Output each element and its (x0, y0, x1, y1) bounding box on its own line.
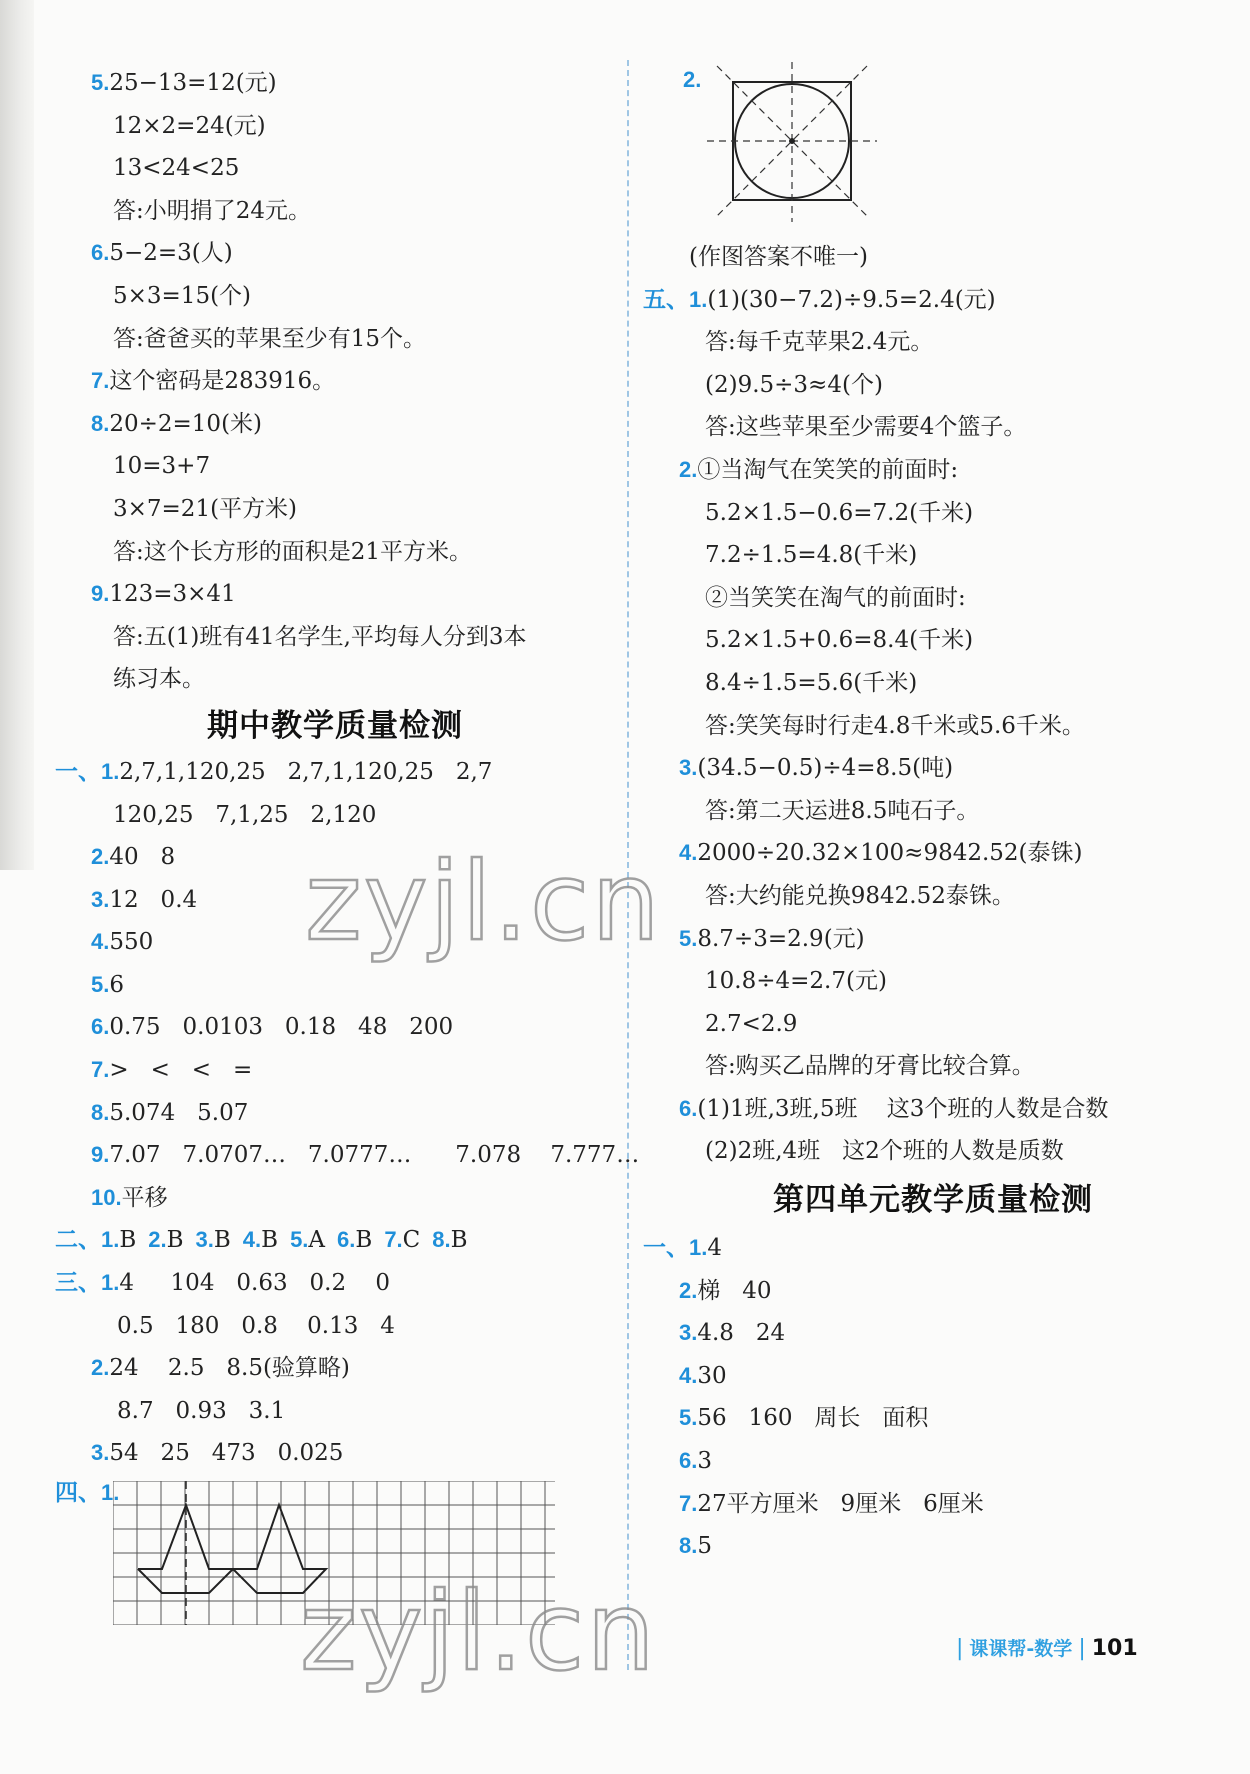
question-number: 9. (91, 1142, 110, 1168)
question-number: 4. (242, 1227, 262, 1253)
answer-line: 13<24<25 (113, 155, 240, 182)
answer-text: 5−2=3(人) (109, 240, 233, 267)
question-number: 8. (91, 410, 110, 436)
choice-answer (101, 1227, 136, 1253)
question-number: 8. (432, 1227, 451, 1253)
symmetry-figure-row (643, 62, 1223, 258)
answer-line (55, 403, 615, 446)
choice-answer (384, 1227, 420, 1253)
question-number: 7. (384, 1227, 403, 1253)
question-number: 2. (91, 1355, 110, 1381)
question-number: 4. (679, 840, 698, 866)
question-number: 6. (91, 1014, 110, 1040)
answer-line: 答:爸爸买的苹果至少有15个。 (113, 325, 427, 352)
footer-divider: | (956, 1636, 964, 1661)
question-number: 3. (91, 1440, 110, 1466)
answer-line (55, 1262, 615, 1305)
answer-line: 答:大约能兑换9842.52泰铢。 (705, 882, 1015, 909)
answer-text: 12 0.4 (109, 886, 198, 913)
answer-line (643, 1270, 1223, 1313)
section-label: 四、1. (55, 1480, 120, 1506)
question-number: 9. (91, 581, 110, 607)
book-series: 课课帮-数学 (969, 1638, 1073, 1660)
answer-line: (2)9.5÷3≈4(个) (705, 371, 883, 398)
answer-line: 3×7=21(平方米) (113, 495, 298, 522)
question-number: 5. (91, 971, 110, 997)
answer-line (643, 1397, 1223, 1440)
question-number: 1. (689, 1235, 708, 1261)
answer-text: 8.7÷3=2.9(元) (697, 925, 865, 952)
answer-line (55, 573, 615, 616)
answer-line: 10=3+7 (113, 453, 211, 480)
question-number: 8. (679, 1533, 698, 1559)
answer-line: ②当笑笑在淘气的前面时: (705, 584, 966, 611)
answer-line (55, 964, 615, 1007)
footer-divider: | (1078, 1636, 1086, 1661)
section-label: 一、 (643, 1235, 689, 1262)
choice-value: C (402, 1227, 421, 1254)
answer-text: 2,7,1,120,25 2,7,1,120,25 2,7 (119, 758, 493, 785)
answer-line: 8.7 0.93 3.1 (117, 1397, 286, 1424)
question-number: 2. (148, 1227, 167, 1253)
answer-text: 0.75 0.0103 0.18 48 200 (109, 1014, 454, 1041)
answer-text: 5.074 5.07 (109, 1099, 249, 1126)
section-title: 期中教学质量检测 (207, 707, 463, 744)
answer-text: 25−13=12(元) (109, 70, 277, 96)
answer-line (55, 751, 615, 794)
answer-line: 0.5 180 0.8 0.13 4 (117, 1312, 395, 1339)
question-number: 10. (91, 1184, 122, 1210)
answer-text: 梯 40 (697, 1277, 772, 1304)
section-label: 一、 (55, 758, 101, 785)
section-label: 二、 (55, 1227, 101, 1254)
question-number: 5. (290, 1227, 309, 1253)
question-number: 2. (679, 456, 698, 482)
page-number: 101 (1091, 1636, 1138, 1661)
answer-line (55, 62, 615, 105)
answer-line: 答:每千克苹果2.4元。 (705, 329, 934, 356)
answer-line (55, 1006, 615, 1049)
question-number: 3. (91, 886, 110, 912)
answer-line (55, 360, 615, 403)
choice-answer (148, 1227, 183, 1253)
answer-line: 5.2×1.5−0.6=7.2(千米) (705, 499, 974, 526)
choice-value: B (450, 1227, 468, 1254)
choice-value: B (213, 1227, 231, 1254)
answer-line (643, 832, 1223, 875)
answer-line (55, 1134, 640, 1177)
answer-text: 这个密码是283916。 (109, 368, 336, 395)
question-number: 2. (91, 844, 110, 870)
section-label: 三、 (55, 1270, 101, 1297)
answer-text: 7.07 7.0707… 7.0777… 7.078 7.777… (109, 1142, 640, 1169)
answer-line: 8.4÷1.5=5.6(千米) (705, 669, 918, 696)
answer-text: (1)1班,3班,5班 这3个班的人数是合数 (697, 1095, 1109, 1122)
answer-text: 2000÷20.32×100≈9842.52(泰铢) (697, 840, 1083, 867)
answer-text: ①当淘气在笑笑的前面时: (697, 456, 959, 483)
question-number: 3. (679, 1320, 698, 1346)
answer-line (643, 1525, 1223, 1568)
answer-line: 答:五(1)班有41名学生,平均每人分到3本 (113, 623, 527, 650)
answer-line (55, 232, 615, 275)
question-number: 7. (91, 1057, 110, 1083)
answer-line: 答:这个长方形的面积是21平方米。 (113, 538, 473, 565)
answer-line (643, 1483, 1223, 1526)
answer-line: 答:这些苹果至少需要4个篮子。 (705, 414, 1027, 441)
answer-line (643, 1088, 1223, 1131)
answer-text: 4 (707, 1235, 722, 1262)
question-number: 5. (679, 925, 698, 951)
question-number: 5. (679, 1405, 698, 1431)
choice-answer (243, 1227, 278, 1253)
answer-line (55, 1347, 615, 1390)
answer-text: 5 (697, 1533, 712, 1560)
answer-text: 27平方厘米 9厘米 6厘米 (697, 1490, 984, 1517)
answer-text: 40 8 (109, 844, 176, 871)
watermark: zyjl.cn (305, 840, 662, 965)
binding-shadow (0, 0, 34, 870)
question-number: 1. (101, 1270, 120, 1296)
section-label: 五、 (643, 286, 689, 313)
answer-line (55, 1432, 615, 1475)
answer-text: > < < = (109, 1057, 253, 1084)
answer-line (643, 1440, 1223, 1483)
answer-text: (34.5−0.5)÷4=8.5(吨) (697, 755, 954, 782)
answer-note: (作图答案不唯一) (689, 244, 868, 270)
question-number: 1. (101, 758, 120, 784)
answer-text: 30 (697, 1362, 727, 1389)
question-number: 6. (91, 240, 110, 266)
choice-answer (196, 1227, 231, 1253)
answer-line (55, 1049, 615, 1092)
answer-text: 20÷2=10(米) (109, 410, 263, 437)
answer-text: 3 (697, 1448, 712, 1475)
question-number: 4. (679, 1362, 698, 1388)
section-title: 第四单元教学质量检测 (773, 1182, 1093, 1219)
answer-line: 10.8÷4=2.7(元) (705, 968, 887, 995)
answer-line: 5.2×1.5+0.6=8.4(千米) (705, 627, 974, 654)
question-number: 1. (101, 1227, 120, 1253)
answer-line (55, 1177, 615, 1220)
answer-text: 123=3×41 (109, 581, 236, 608)
choice-value: B (119, 1227, 137, 1254)
choice-value: A (308, 1227, 326, 1254)
question-number: 7. (91, 368, 110, 394)
question-number: 3. (679, 755, 698, 781)
choice-list (101, 1227, 480, 1253)
answer-line: 练习本。 (113, 666, 205, 693)
answer-text: 54 25 473 0.025 (109, 1440, 344, 1467)
choice-answer (432, 1227, 467, 1253)
question-number: 3. (195, 1227, 214, 1253)
question-number: 4. (91, 929, 110, 955)
answer-text: 24 2.5 8.5(验算略) (109, 1355, 350, 1382)
choice-value: B (166, 1227, 184, 1254)
answer-line: 7.2÷1.5=4.8(千米) (705, 542, 918, 569)
answer-text: 4.8 24 (697, 1320, 786, 1347)
answer-text: 56 160 周长 面积 (697, 1405, 929, 1432)
answer-line (643, 1355, 1223, 1398)
question-number: 2. (679, 1277, 698, 1303)
answer-line: 12×2=24(元) (113, 112, 266, 139)
question-number: 2. (683, 67, 702, 92)
answer-line (643, 279, 1223, 322)
question-number: 5. (91, 70, 110, 95)
choice-value: B (355, 1227, 373, 1254)
answer-line: (2)2班,4班 这2个班的人数是质数 (705, 1138, 1064, 1165)
answer-line: 2.7<2.9 (705, 1010, 798, 1037)
answer-line: 5×3=15(个) (113, 282, 252, 309)
answer-line (643, 1312, 1223, 1355)
watermark: zyjl.cn (300, 1570, 657, 1695)
answer-text: 平移 (121, 1184, 168, 1211)
question-number: 7. (679, 1490, 698, 1516)
page-footer (950, 1631, 1138, 1667)
choice-answers-line (55, 1219, 615, 1262)
answer-text: 550 (109, 929, 154, 956)
choice-value: B (261, 1227, 279, 1254)
choice-answer (337, 1227, 372, 1253)
choice-answer (290, 1227, 325, 1253)
answer-line: 答:小明捐了24元。 (113, 197, 312, 224)
circle-in-square-figure (707, 62, 897, 232)
question-number: 8. (91, 1099, 110, 1125)
question-number: 6. (679, 1095, 698, 1121)
answer-line (643, 747, 1223, 790)
answer-line (643, 1227, 1223, 1270)
answer-line: 答:购买乙品牌的牙膏比较合算。 (705, 1053, 1035, 1080)
question-number: 6. (679, 1448, 698, 1474)
answer-line: 120,25 7,1,25 2,120 (113, 801, 377, 828)
right-column (643, 62, 1223, 1568)
answer-line: 答:笑笑每时行走4.8千米或5.6千米。 (705, 712, 1085, 739)
answer-text: 4 104 0.63 0.2 0 (119, 1270, 390, 1297)
question-number: 1. (689, 286, 708, 312)
answer-text: (1)(30−7.2)÷9.5=2.4(元) (707, 286, 996, 313)
answer-text: 6 (109, 971, 124, 998)
answer-line: 答:第二天运进8.5吨石子。 (705, 797, 980, 824)
answer-line (643, 918, 1223, 961)
question-number: 6. (337, 1227, 356, 1253)
answer-line (643, 449, 1223, 492)
answer-line (55, 1092, 615, 1135)
